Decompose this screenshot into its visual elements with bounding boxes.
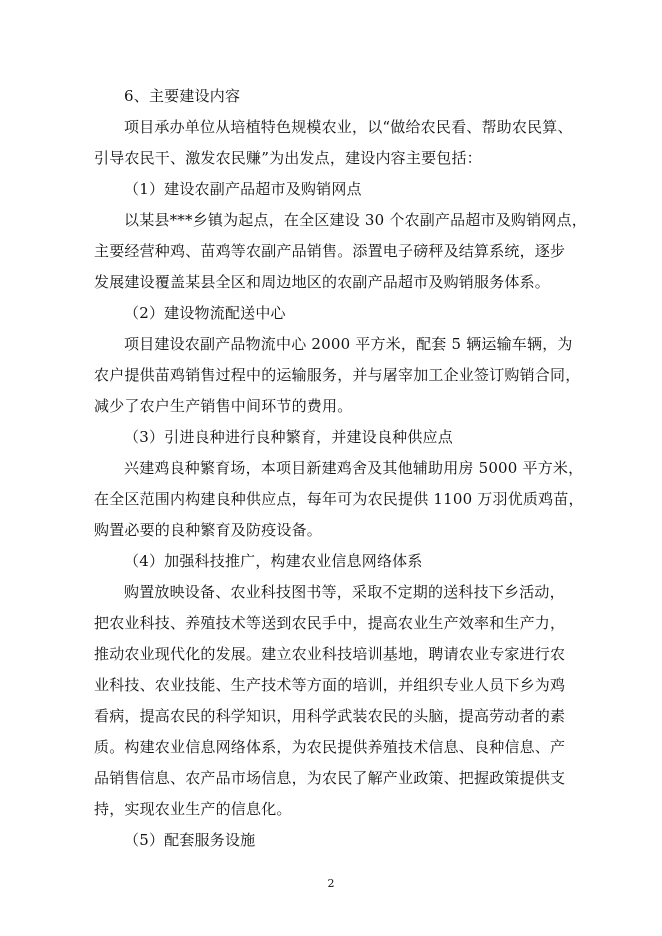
paragraph-line: 购置放映设备、农业科技图书等，采取不定期的送科技下乡活动， xyxy=(124,583,565,601)
item-heading: （3）引进良种进行良种繁育，并建设良种供应点 xyxy=(124,428,453,446)
page-number: 2 xyxy=(327,877,335,890)
paragraph-line: 减少了农户生产销售中间环节的费用。 xyxy=(94,397,353,415)
paragraph-line: 质。构建农业信息网络体系，为农民提供养殖技术信息、良种信息、产 xyxy=(94,738,566,756)
intro-line: 项目承办单位从培植特色规模农业，以“做给农民看、帮助农民算、 xyxy=(124,118,573,136)
item-heading: （4）加强科技推广，构建农业信息网络体系 xyxy=(124,552,423,570)
paragraph-line: 持，实现农业生产的信息化。 xyxy=(94,800,292,818)
paragraph-line: 兴建鸡良种繁育场，本项目新建鸡舍及其他辅助用房 5000 平方米， xyxy=(124,459,584,477)
paragraph-line: 以某县***乡镇为起点，在全区建设 30 个农副产品超市及购销网点， xyxy=(124,211,587,229)
paragraph-line: 购置必要的良种繁育及防疫设备。 xyxy=(94,521,323,539)
paragraph-line: 业科技、农业技能、生产技术等方面的培训，并组织专业人员下乡为鸡 xyxy=(94,676,566,694)
paragraph-line: 把农业科技、养殖技术等送到农民手中，提高农业生产效率和生产力， xyxy=(94,614,566,632)
paragraph-line: 主要经营种鸡、苗鸡等农副产品销售。添置电子磅秤及结算系统，逐步 xyxy=(94,242,566,260)
paragraph-line: 品销售信息、农产品市场信息，为农民了解产业政策、把握政策提供支 xyxy=(94,769,566,787)
item-heading: （2）建设物流配送中心 xyxy=(124,304,286,322)
paragraph-line: 农户提供苗鸡销售过程中的运输服务，并与屠宰加工企业签订购销合同， xyxy=(94,366,581,384)
item-heading: （1）建设农副产品超市及购销网点 xyxy=(124,180,362,198)
intro-line: 引导农民干、激发农民赚”为出发点，建设内容主要包括： xyxy=(94,149,482,167)
paragraph-line: 项目建设农副产品物流中心 2000 平方米，配套 5 辆运输车辆，为 xyxy=(124,335,573,353)
paragraph-line: 发展建设覆盖某县全区和周边地区的农副产品超市及购销服务体系。 xyxy=(94,273,551,291)
section-heading: 6、主要建设内容 xyxy=(124,87,241,105)
paragraph-line: 推动农业现代化的发展。建立农业科技培训基地，聘请农业专家进行农 xyxy=(94,645,566,663)
item-heading: （5）配套服务设施 xyxy=(124,831,256,849)
paragraph-line: 在全区范围内构建良种供应点，每年可为农民提供 1100 万羽优质鸡苗， xyxy=(94,490,584,508)
paragraph-line: 看病，提高农民的科学知识，用科学武装农民的头脑，提高劳动者的素 xyxy=(94,707,566,725)
